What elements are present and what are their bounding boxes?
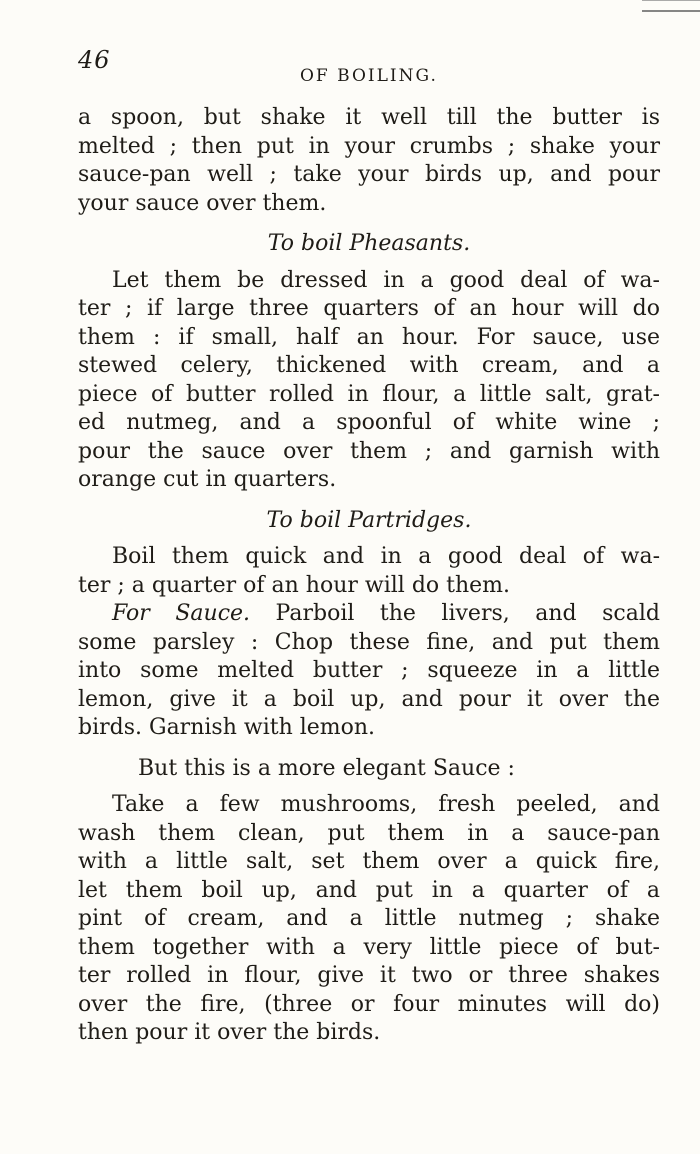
text-line: melted ; then put in your crumbs ; shake your [78,133,660,159]
text-line: lemon, give it a boil up, and pour it over the [78,686,660,712]
text-line: ed nutmeg, and a spoonful of white wine ; [78,410,660,435]
text-line: ter ; if large three quarters of an hour will do [78,296,660,321]
page-number: 46 [78,46,111,74]
paragraph-sauce [78,600,660,743]
text-line: then pour it over the birds. [78,1020,381,1045]
text-line: Take a few mushrooms, fresh peeled, and [112,792,660,817]
text-line: ter rolled in flour, give it two or three shakes [78,963,660,988]
text-line: sauce-pan well ; take your birds up, and pour [78,162,660,187]
text-line: wash them clean, put them in a sauce-pan [78,820,660,846]
paragraph-continued [78,104,660,218]
text-line: ter ; a quarter of an hour will do them. [78,572,511,598]
text-line: let them boil up, and put in a quarter of a [78,877,660,903]
text-line: pour the sauce over them ; and garnish with [78,438,660,464]
heading-pheasants: To boil Pheasants. [267,231,471,256]
heading-partridges: To boil Partridges. [266,507,472,533]
text-line: them : if small, half an hour. For sauce, use [78,324,660,350]
text-line: birds. Garnish with lemon. [78,715,376,740]
text-line: over the fire, (three or four minutes will do) [78,991,660,1017]
text-line [78,600,660,629]
running-head: OF BOILING. [300,66,438,86]
text-line: pint of cream, and a little nutmeg ; shake [78,906,660,931]
page-body [78,104,660,1048]
paragraph-elegant-sauce [78,791,660,1048]
text-line: orange cut in quarters. [78,467,337,492]
text-line: Boil them quick and in a good deal of wa- [112,544,660,569]
text-line: some parsley : Chop these fine, and put them [78,629,660,655]
page-edge-mark [642,0,700,12]
text-line: a spoon, but shake it well till the butter is [78,105,660,130]
text-line: them together with a very little piece of but- [78,934,660,960]
sauce-line-text: Parboil the livers, and scald [250,601,660,626]
text-line: your sauce over them. [78,190,327,216]
text-line: with a little salt, set them over a quick fire, [78,849,660,874]
text-line: into some melted butter ; squeeze in a little [78,658,660,683]
sauce-label: For Sauce. [112,601,251,626]
paragraph-partridges [78,543,660,600]
heading-elegant-sauce: But this is a more elegant Sauce : [138,755,515,781]
text-line: stewed celery, thickened with cream, and a [78,353,660,378]
text-line: piece of butter rolled in flour, a little salt, grat- [78,381,660,407]
paragraph-pheasants [78,267,660,495]
text-line: Let them be dressed in a good deal of wa- [112,267,660,293]
